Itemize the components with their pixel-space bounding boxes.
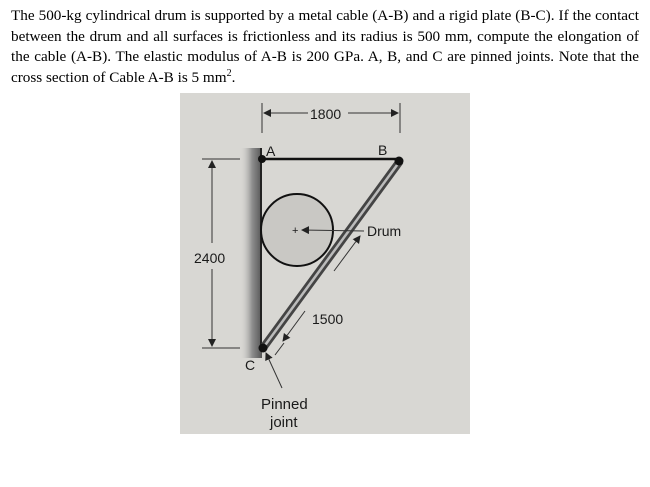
label-a: A [266, 143, 276, 159]
wall [240, 148, 262, 358]
pin-a [258, 155, 266, 163]
superscript-2: 2 [226, 67, 232, 79]
label-joint: joint [270, 414, 298, 431]
dim-1800-label: 1800 [310, 106, 342, 122]
drum-figure [180, 93, 470, 434]
dim-1500-label: 1500 [312, 311, 344, 327]
drum-center-mark: + [292, 225, 299, 237]
problem-period: . [231, 68, 236, 86]
label-pinned: Pinned [261, 396, 308, 413]
pin-c [259, 344, 268, 353]
figure-diagram [180, 93, 470, 434]
pinned-leader [266, 353, 282, 388]
pin-b [395, 157, 404, 166]
problem-text: The 500-kg cylindrical drum is supported by a metal cable (A-B) and a rigid plate (B-C). If the contact between the drum and all surfaces is frictionless and its radius is 500 mm, compute the elongation of the cable (A-B). The elastic modulus of A-B is 200 GPa. A, B, and C are pinned joints. Note that the cross section of Cable A-B is 5 mm [11, 7, 639, 86]
dim-1500-ext [275, 343, 284, 355]
label-drum: Drum [367, 223, 402, 239]
label-b: B [378, 142, 388, 158]
problem-statement [11, 6, 639, 88]
label-c: C [245, 357, 256, 373]
dim-2400-label: 2400 [194, 250, 226, 266]
